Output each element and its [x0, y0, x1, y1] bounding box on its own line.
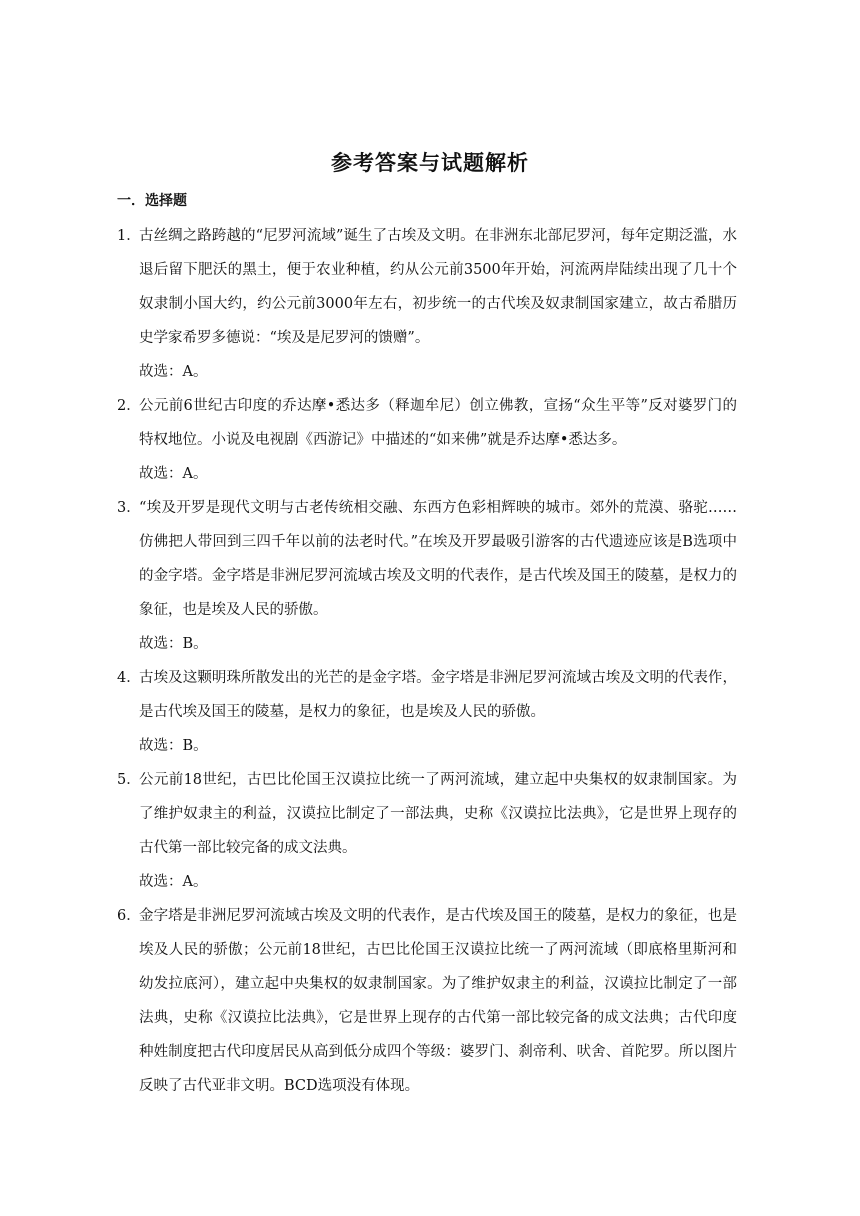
question-item	[117, 219, 737, 389]
question-item	[117, 491, 737, 661]
explanation-text: 公元前6世纪古印度的乔达摩•悉达多（释迦牟尼）创立佛教，宣扬“众生平等”反对婆罗门的特权地位。小说及电视剧《西游记》中描述的“如来佛”就是乔达摩•悉达多。	[139, 398, 737, 448]
question-number: 6．	[117, 908, 141, 924]
question-item	[117, 661, 737, 763]
answer-line: 故选：A。	[139, 364, 208, 380]
question-number: 4．	[117, 670, 141, 686]
question-number: 3．	[117, 500, 141, 516]
answer-line: 故选：A。	[139, 466, 208, 482]
question-list	[117, 219, 737, 1103]
question-item	[117, 899, 737, 1103]
question-item	[117, 763, 737, 899]
page-title: 参考答案与试题解析	[331, 151, 529, 175]
answer-line: 故选：B。	[139, 636, 208, 652]
question-item	[117, 389, 737, 491]
explanation-text: 公元前18世纪，古巴比伦国王汉谟拉比统一了两河流域，建立起中央集权的奴隶制国家。为了维护奴隶主的利益，汉谟拉比制定了一部法典，史称《汉谟拉比法典》，它是世界上现存的古代第一部比较完备的成文法典。	[139, 772, 737, 856]
explanation-text: 金字塔是非洲尼罗河流域古埃及文明的代表作，是古代埃及国王的陵墓，是权力的象征，也是埃及人民的骄傲；公元前18世纪，古巴比伦国王汉谟拉比统一了两河流域（即底格里斯河和幼发拉底河），建立起中央集权的奴隶制国家。为了维护奴隶主的利益，汉谟拉比制定了一部法典，史称《汉谟拉比法典》，它是世界上现存的古代第一部比较完备的成文法典；古代印度种姓制度把古代印度居民从高到低分成四个等级：婆罗门、刹帝利、吠舍、首陀罗。所以图片反映了古代亚非文明。BCD选项没有体现。	[139, 908, 737, 1094]
explanation-text: 古埃及这颗明珠所散发出的光芒的是金字塔。金字塔是非洲尼罗河流域古埃及文明的代表作，是古代埃及国王的陵墓，是权力的象征，也是埃及人民的骄傲。	[139, 670, 737, 720]
question-number: 1．	[117, 228, 141, 244]
answer-line: 故选：A。	[139, 874, 208, 890]
explanation-text: “埃及开罗是现代文明与古老传统相交融、东西方色彩相辉映的城市。郊外的荒漠、骆驼……仿佛把人带回到三四千年以前的法老时代。”在埃及开罗最吸引游客的古代遗迹应该是B选项中的金字塔。金字塔是非洲尼罗河流域古埃及文明的代表作，是古代埃及国王的陵墓，是权力的象征，也是埃及人民的骄傲。	[139, 500, 737, 618]
question-number: 5．	[117, 772, 141, 788]
explanation-text: 古丝绸之路跨越的“尼罗河流域”诞生了古埃及文明。在非洲东北部尼罗河，每年定期泛滥，水退后留下肥沃的黑土，便于农业种植，约从公元前3500年开始，河流两岸陆续出现了几十个奴隶制小国大约，约公元前3000年左右，初步统一的古代埃及奴隶制国家建立，故古希腊历史学家希罗多德说：“埃及是尼罗河的馈赠”。	[139, 228, 737, 346]
question-number: 2．	[117, 398, 141, 414]
answer-line: 故选：B。	[139, 738, 208, 754]
section-heading: 一．选择题	[117, 193, 187, 209]
